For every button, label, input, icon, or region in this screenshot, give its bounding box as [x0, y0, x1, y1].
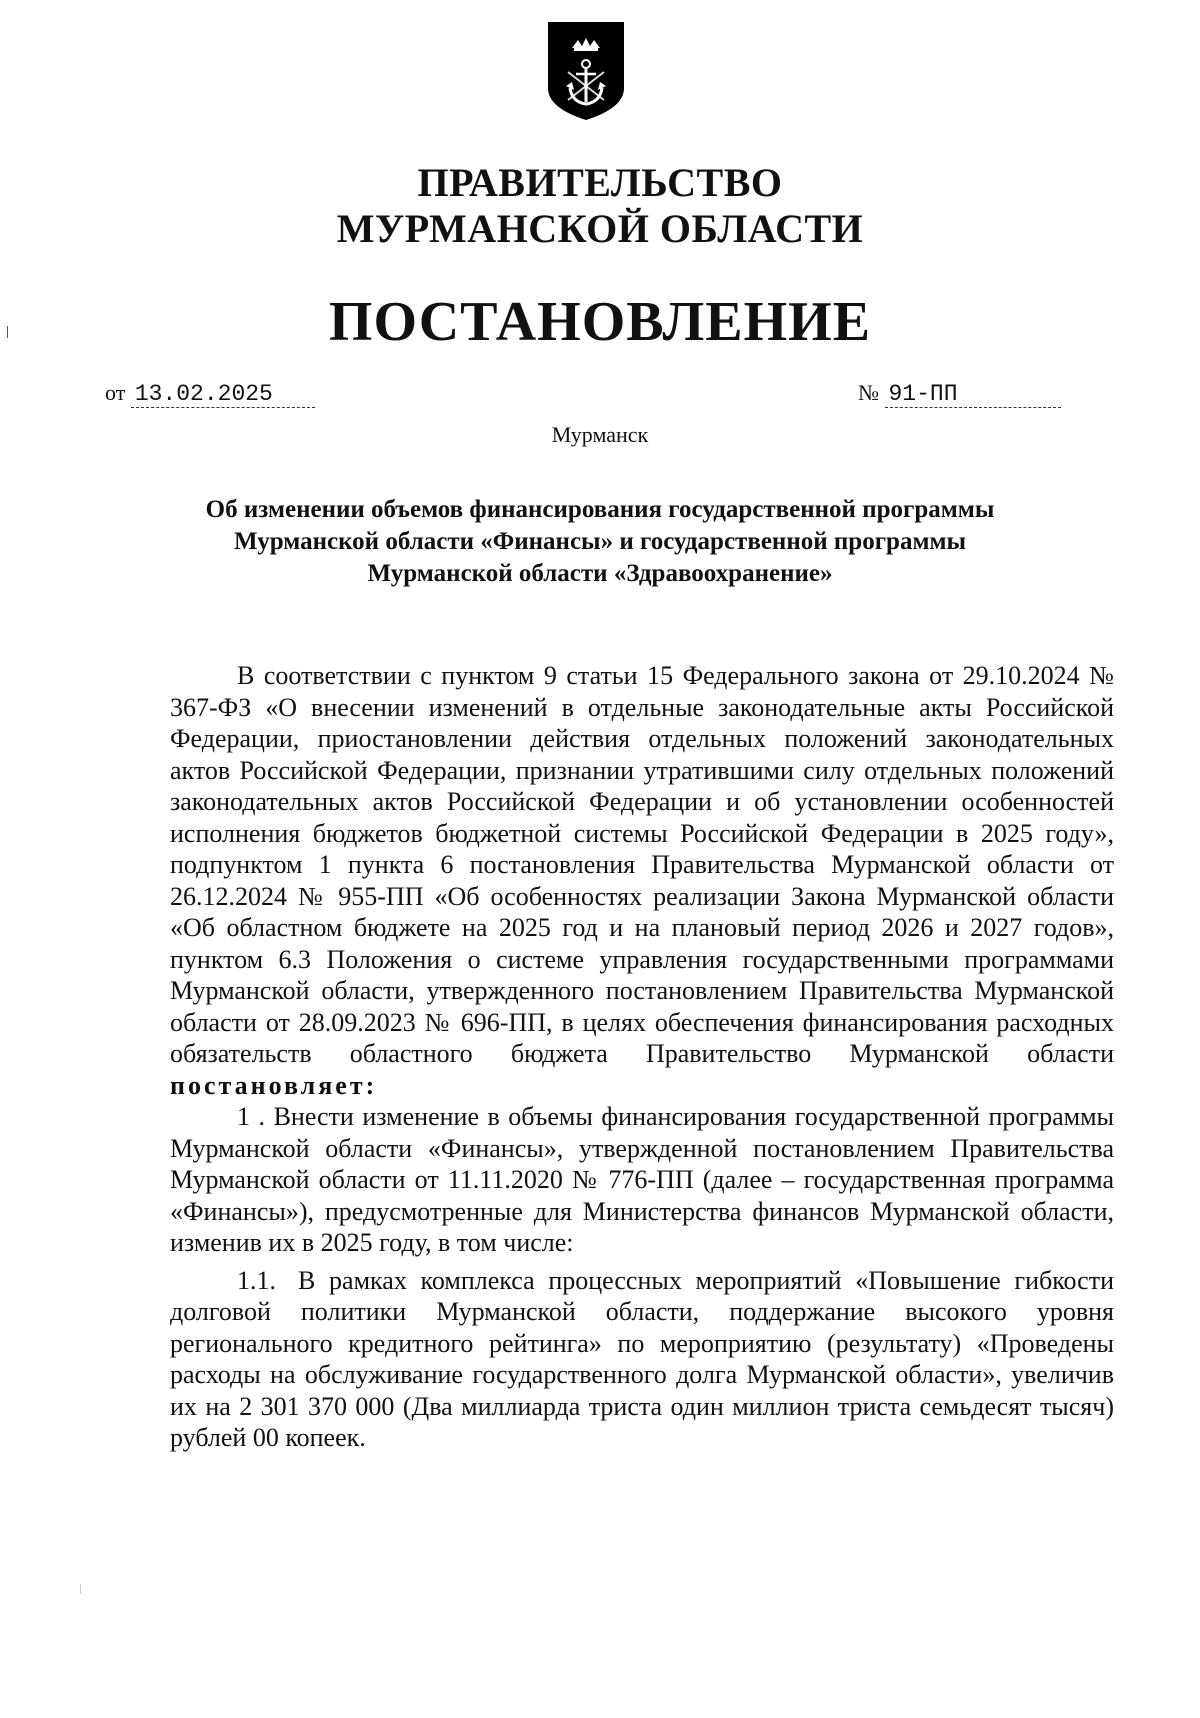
date-value: 13.02.2025: [131, 381, 315, 408]
preamble-text: В соответствии с пунктом 9 статьи 15 Федерального закона от 29.10.2024 № 367-ФЗ «О внесении изменений в отдельные законодательные акты Российской Федерации, приостановлении действия отдельных положений законодательных актов Российской Федерации, признании утратившими силу отдельных положений законодательных актов Российской Федерации и об установлении особенностей исполнения бюджетов бюджетной системы Российской Федерации в 2025 году», подпунктом 1 пункта 6 постановления Правительства Мурманской области от 26.12.2024 № 955-ПП «Об особенностях реализации Закона Мурманской области «Об областном бюджете на 2025 год и на плановый период 2026 и 2027 годов», пунктом 6.3 Положения о системе управления государственными программами Мурманской области, утвержденного постановлением Правительства Мурманской области от 28.09.2023 № 696-ПП, в целях обеспечения финансирования расходных обязательств областного бюджета Правительство Мурманской области: [170, 661, 1114, 1068]
point-1-text: Внести изменение в объемы финансирования государственной программы Мурманской области «Финансы», утвержденной постановлением Правительства Мурманской области от 11.11.2020 № 776-ПП (далее – государственная программа «Финансы»), предусмотренные для Министерства финансов Мурманской области, изменив их в 2025 году, в том числе:: [170, 1102, 1115, 1257]
document-type: ПОСТАНОВЛЕНИЕ: [328, 291, 872, 353]
point-1-1-text: В рамках комплекса процессных мероприятий «Повышение гибкости долговой политики Мурманской области, поддержание высокого уровня регионального кредитного рейтинга» по мероприятию (результату) «Проведены расходы на обслуживание государственного долга Мурманской области», увеличив их на 2 301 370 000 (Два миллиарда триста один миллион триста семьдесят тысяч) рублей 00 копеек.: [170, 1265, 1114, 1452]
number-prefix: №: [858, 380, 879, 405]
organization-line-1: ПРАВИТЕЛЬСТВО: [417, 160, 783, 205]
subject-line-3: Мурманской области «Здравоохранение»: [367, 560, 833, 587]
organization-title: [200, 160, 1000, 252]
preamble-paragraph: [170, 660, 1114, 1101]
resolves-word: постановляет:: [170, 1070, 378, 1100]
point-1-1-paragraph: [170, 1265, 1114, 1454]
document-number: [858, 380, 1061, 408]
point-1-1-number: 1.1.: [237, 1265, 276, 1295]
subject-line-2: Мурманской области «Финансы» и государственной программы: [233, 528, 967, 555]
document-body: [170, 660, 1114, 1454]
date-prefix: от: [105, 380, 126, 405]
number-value: 91-ПП: [885, 381, 1061, 408]
organization-line-2: МУРМАНСКОЙ ОБЛАСТИ: [336, 206, 864, 251]
point-1-number: 1 .: [237, 1102, 266, 1131]
document-subject: [160, 494, 1040, 590]
city: Мурманск: [551, 422, 649, 447]
margin-mark: [7, 326, 8, 338]
footer-mark: [80, 1584, 81, 1594]
coat-of-arms-icon: [548, 22, 624, 120]
document-date: [105, 380, 315, 408]
subject-line-1: Об изменении объемов финансирования государственной программы: [205, 496, 995, 523]
point-1-paragraph: [170, 1101, 1114, 1259]
